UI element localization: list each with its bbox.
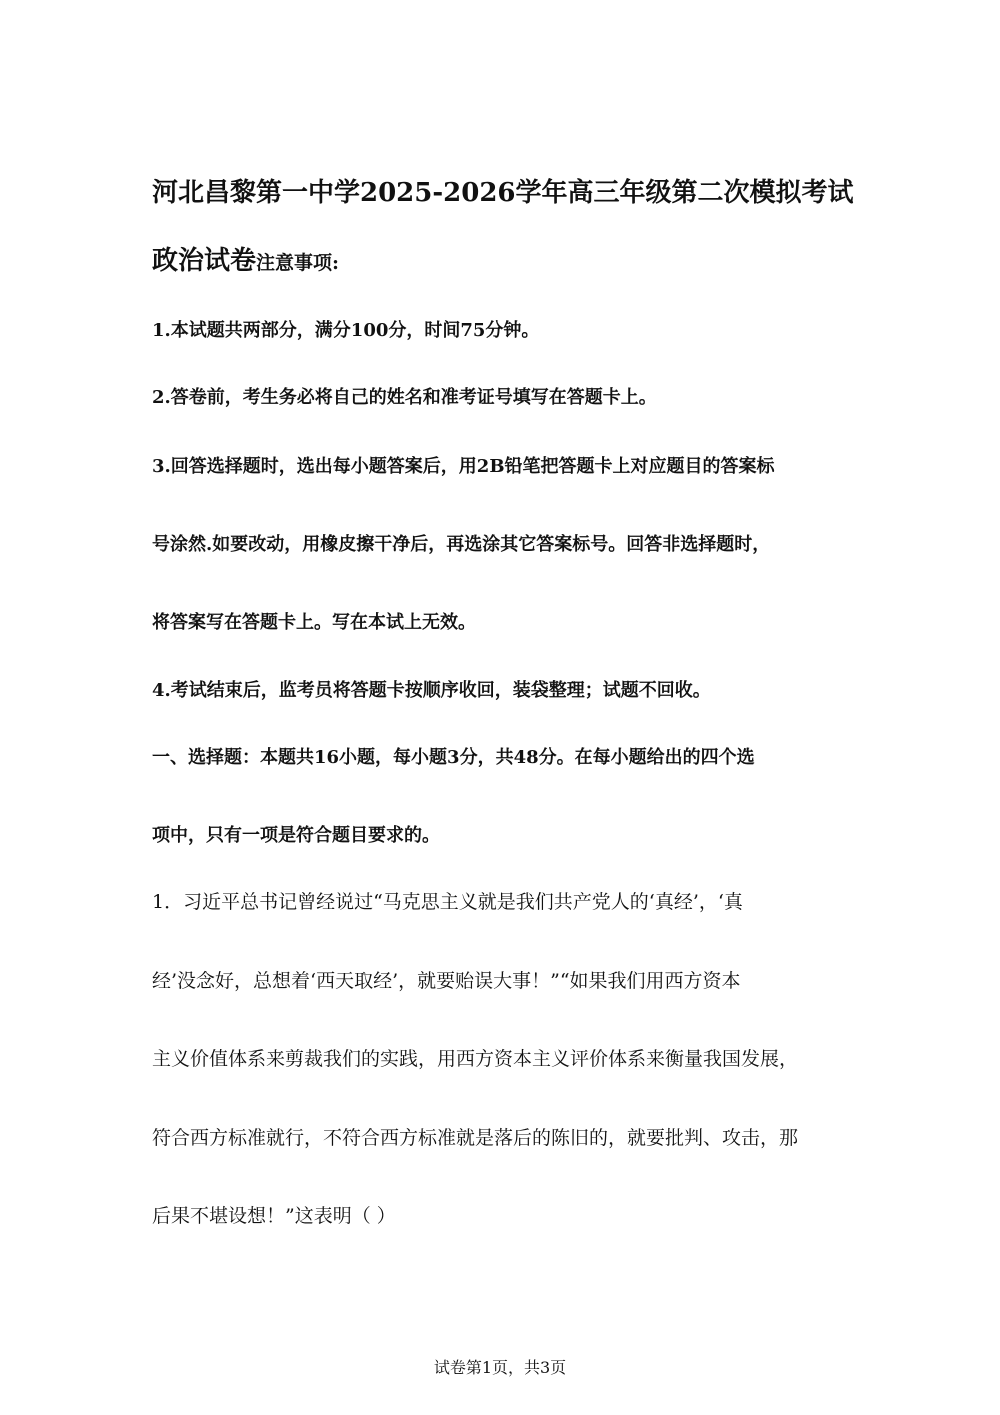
notice-item-4: 4.考试结束后，监考员将答题卡按顺序收回，装袋整理；试题不回收。 [152, 680, 711, 701]
question-1-line1: 1．习近平总书记曾经说过“马克思主义就是我们共产党人的‘真经’，‘真 [152, 891, 743, 913]
notice-item-2: 2.答卷前，考生务必将自己的姓名和准考证号填写在答题卡上。 [152, 387, 657, 408]
notice-item-3: 3.回答选择题时，选出每小题答案后，用2B铅笔把答题卡上对应题目的答案标 [152, 456, 775, 477]
question-1-line3: 主义价值体系来剪裁我们的实践，用西方资本主义评价体系来衡量我国发展， [152, 1048, 799, 1070]
notice-heading: 注意事项: [256, 252, 340, 274]
notice-item-1: 1.本试题共两部分，满分100分，时间75分钟。 [152, 320, 540, 341]
notice-item-3-cont-2: 将答案写在答题卡上。写在本试上无效。 [152, 612, 476, 633]
exam-title-line2 [152, 240, 339, 277]
page-footer: 试卷第1页，共3页 [433, 1358, 567, 1377]
notice-item-3-cont-1: 号涂然.如要改动，用橡皮擦干净后，再选涂其它答案标号。回答非选择题时， [152, 534, 771, 555]
question-1-line5: 后果不堪设想！”这表明（ ） [152, 1205, 396, 1227]
question-1-line4: 符合西方标准就行，不符合西方标准就是落后的陈旧的，就要批判、攻击，那 [152, 1127, 799, 1149]
exam-subject: 政治试卷 [152, 246, 257, 276]
section-heading-line1: 一、选择题：本题共16小题，每小题3分，共48分。在每小题给出的四个选 [152, 747, 755, 768]
question-1-line2: 经’没念好，总想着‘西天取经’，就要贻误大事！”“如果我们用西方资本 [152, 970, 741, 992]
section-heading-line2: 项中，只有一项是符合题目要求的。 [152, 825, 440, 846]
exam-title-line1: 河北昌黎第一中学2025-2026学年高三年级第二次模拟考试 [152, 178, 854, 208]
